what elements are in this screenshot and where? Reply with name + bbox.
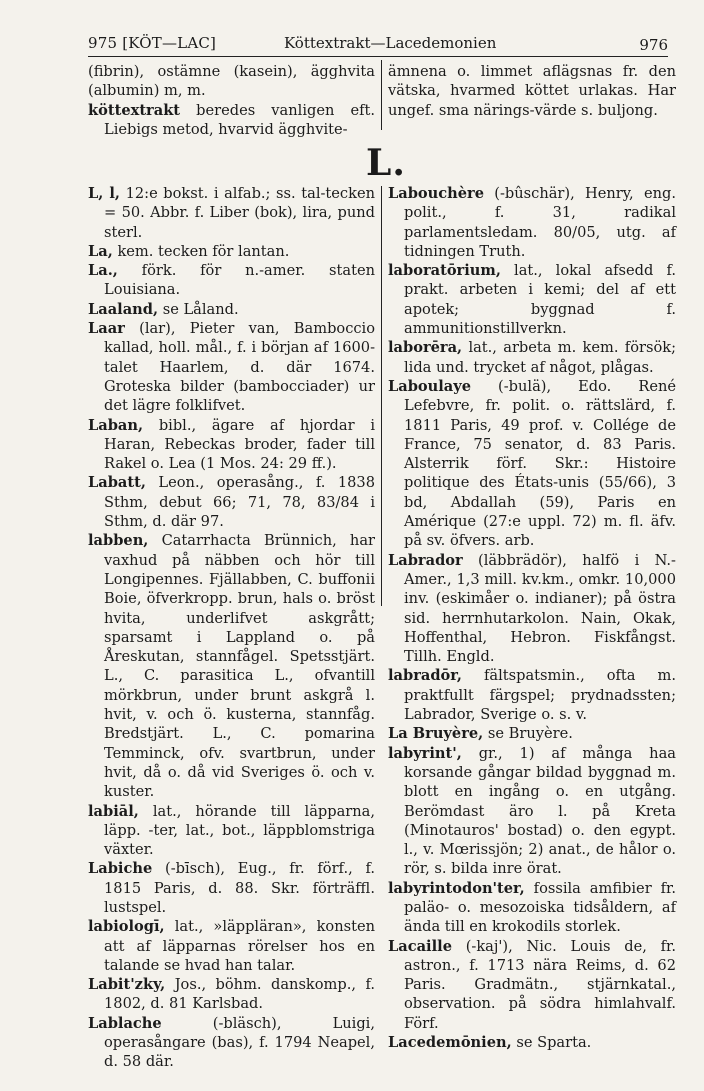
header-running-title: Köttextrakt—Lacedemonien	[284, 34, 497, 52]
entry-definition: (-bīsch), Eug., fr. förf., f. 1815 Paris, d. 88. Skr. förträffl. lustspel.	[104, 860, 375, 916]
entry-definition: kem. tecken för lantan.	[112, 242, 290, 260]
left-entries-column	[88, 184, 375, 1072]
dictionary-entry	[88, 261, 375, 300]
column-divider-top	[381, 60, 382, 130]
entry-headword: labradōr,	[388, 667, 462, 685]
entry-headword: Labit'zky,	[88, 976, 166, 994]
entry-definition: förk. för n.-amer. staten Louisiana.	[104, 262, 375, 299]
column-divider-main	[381, 186, 382, 606]
top-right-column	[388, 62, 676, 120]
entry-definition: Leon., operasång., f. 1838 Sthm, debut 66; 71, 78, 83/84 i Sthm, d. där 97.	[104, 474, 375, 531]
entry-definition: se Låland.	[158, 300, 239, 318]
page-header	[88, 30, 668, 57]
dictionary-entry	[88, 416, 375, 474]
section-letter: L.	[366, 142, 406, 184]
entry-definition: (-bûschär), Henry, eng. polit., f. 31, radikal parlamentsledam. 80/05, utg. af tidningen Truth.	[404, 185, 676, 260]
dictionary-entry	[88, 319, 375, 415]
dictionary-entry	[388, 338, 676, 377]
dictionary-entry	[88, 802, 375, 860]
entry-definition: fossila amfibier fr. paläo- o. mesozoiska tidsåldern, af ända till en krokodils storlek.	[404, 879, 676, 936]
entry-headword: La,	[88, 242, 113, 260]
entry-headword: Lablache	[88, 1014, 162, 1032]
entry-definition: (-bläsch), Luigi, operasångare (bas), f. 1794 Neapel, d. 58 där.	[104, 1014, 375, 1071]
dictionary-entry	[388, 261, 676, 338]
top-left-column	[88, 62, 375, 139]
entry-headword: Lacaille	[388, 937, 452, 955]
right-entries-column	[388, 184, 676, 1052]
entry-definition: (lar), Pieter van, Bamboccio kallad, holl. mål., f. i början af 1600-talet Haarlem, d. där 1674. Groteska bilder (bambocciader) ur det lägre folklifvet.	[104, 320, 375, 415]
dictionary-entry	[388, 744, 676, 879]
dictionary-entry	[388, 724, 676, 743]
entry-headword: Laaland,	[88, 300, 159, 318]
entry-definition: 12:e bokst. i alfab.; ss. tal-tecken = 50. Abbr. f. Liber (bok), lira, pund sterl.	[104, 185, 375, 241]
dictionary-entry	[388, 377, 676, 551]
entry-definition: se Bruyère.	[483, 725, 573, 743]
entry-koettextrakt	[88, 101, 375, 140]
entry-definition: Catarrhacta Brünnich, har vaxhud på näbben och hör till Longipennes. Fjällabben, C. buffonii Boie, öfverkropp. brun, hals o. bröst hvita, underlifvet askgrått; sparsamt i Lappland o. på Åreskutan, stannfågel. Spetsstjärt. L., C. parasitica L., ofvantill mörkbrun, under brunt askgrå l. hvit, v. och ö. kusterna, stannfåg. Bredstjärt. L., C. pomarina Temminck, ofv. svartbrun, under hvit, då o. då vid Sveriges ö. och v. kuster.	[104, 532, 375, 801]
continued-text: (fibrin), ostämne (kasein), ägghvita (albumin) m, m.	[88, 63, 375, 100]
dictionary-entry	[88, 300, 375, 319]
dictionary-entry	[388, 666, 676, 724]
entry-headword: La.,	[88, 262, 118, 280]
entry-definition: lat., lokal afsedd f. prakt. arbeten i kemi; del af ett apotek; byggnad f. ammunitionstillverkn.	[404, 262, 676, 338]
entry-headword: Laboulaye	[388, 377, 472, 395]
header-page-number: 976	[639, 36, 668, 54]
dictionary-entry	[88, 473, 375, 531]
entry-definition: lat., hörande till läpparna, läpp. -ter, lat., bot., läppblomstriga växter.	[104, 802, 375, 859]
entry-headword: Lacedemōnien,	[388, 1034, 512, 1052]
dictionary-entry	[88, 1014, 375, 1072]
entry-definition: se Sparta.	[511, 1034, 592, 1052]
entry-headword: labiologī,	[88, 918, 165, 936]
dictionary-entry	[88, 184, 375, 242]
entry-body: beredes vanligen eft. Liebigs metod, hvarvid ägghvite-	[104, 101, 375, 138]
dictionary-entry	[88, 975, 375, 1014]
entry-headword: La Bruyère,	[388, 725, 484, 743]
entry-head: köttextrakt	[88, 101, 181, 119]
entry-headword: Labiche	[88, 860, 153, 878]
entry-headword: laboratōrium,	[388, 262, 501, 280]
entry-definition: gr., 1) af många haa korsande gångar bildad byggnad m. blott en ingång o. en utgång. Berömdast äro l. på Kreta (Minotauros' bostad) o. den egypt. l., v. Mœrissjön; 2) anat., de hålor o. rör, s. bilda inre örat.	[404, 744, 676, 878]
dictionary-entry	[388, 1033, 676, 1052]
entry-headword: Laban,	[88, 416, 144, 434]
entry-definition: lat., arbeta m. kem. försök; lida und. trycket af något, plågas.	[404, 339, 676, 376]
dictionary-entry	[388, 551, 676, 667]
entry-headword: labyrintodon'ter,	[388, 879, 525, 897]
dictionary-entry	[388, 879, 676, 937]
entry-definition: (-kaj'), Nic. Louis de, fr. astron., f. 1713 nära Reims, d. 62 Paris. Gradmätn., stjärnkatal., observation. på södra himlahvalf. Förf.	[404, 937, 676, 1032]
dictionary-entry	[388, 937, 676, 1033]
entry-headword: Labatt,	[88, 474, 146, 492]
entry-headword: laborēra,	[388, 339, 463, 357]
dictionary-entry	[88, 917, 375, 975]
entry-definition: fältspatsmin., ofta m. praktfullt färgspel; prydnadssten; Labrador, Sverige o. s. v.	[404, 667, 676, 724]
entry-headword: labben,	[88, 532, 149, 550]
entry-headword: Labouchère	[388, 185, 485, 202]
entry-definition: Jos., böhm. danskomp., f. 1802, d. 81 Karlsbad.	[104, 976, 375, 1013]
entry-definition: lat., »läppläran», konsten att af läpparnas rörelser hos en talande se hvad han talar.	[104, 918, 375, 974]
dictionary-entry	[88, 859, 375, 917]
entry-headword: labyrint',	[388, 744, 462, 762]
header-left-page-range: 975 [KÖT—LAC]	[88, 34, 217, 52]
entry-definition: (-bulä), Edo. René Lefebvre, fr. polit. o. rättslärd, f. 1811 Paris, 49 prof. v. Collége de France, 75 senator, d. 83 Paris. Alsterrik förf. Skr.: Histoire politique des États-unis (55/66), 3 bd, Abdallah (59), Paris en Amérique (27:e uppl. 72) m. fl. äfv. på sv. öfvers. arb.	[404, 377, 676, 550]
entry-definition: bibl., ägare af hjordar i Haran, Rebeckas broder, fader till Rakel o. Lea (1 Mos. 24: 29 ff.).	[104, 416, 375, 473]
entry-headword: Laar	[88, 320, 125, 338]
dictionary-entry	[88, 531, 375, 801]
dictionary-entry	[388, 184, 676, 261]
entry-definition: (läbbrädör), halfö i N.-Amer., 1,3 mill. kv.km., omkr. 10,000 inv. (eskimåer o. indianer); på östra sid. herrnhutarkolon. Nain, Okak, Hoffenthal, Hebron. Fiskfångst. Tillh. Engld.	[404, 551, 676, 666]
dictionary-entry	[88, 242, 375, 261]
entry-headword: labiāl,	[88, 802, 139, 820]
continued-text: ämnena o. limmet aflägsnas fr. den vätska, hvarmed köttet urlakas. Har ungef. sma närings-värde s. buljong.	[388, 63, 676, 119]
entry-headword: L, l,	[88, 185, 120, 202]
entry-headword: Labrador	[388, 551, 463, 569]
